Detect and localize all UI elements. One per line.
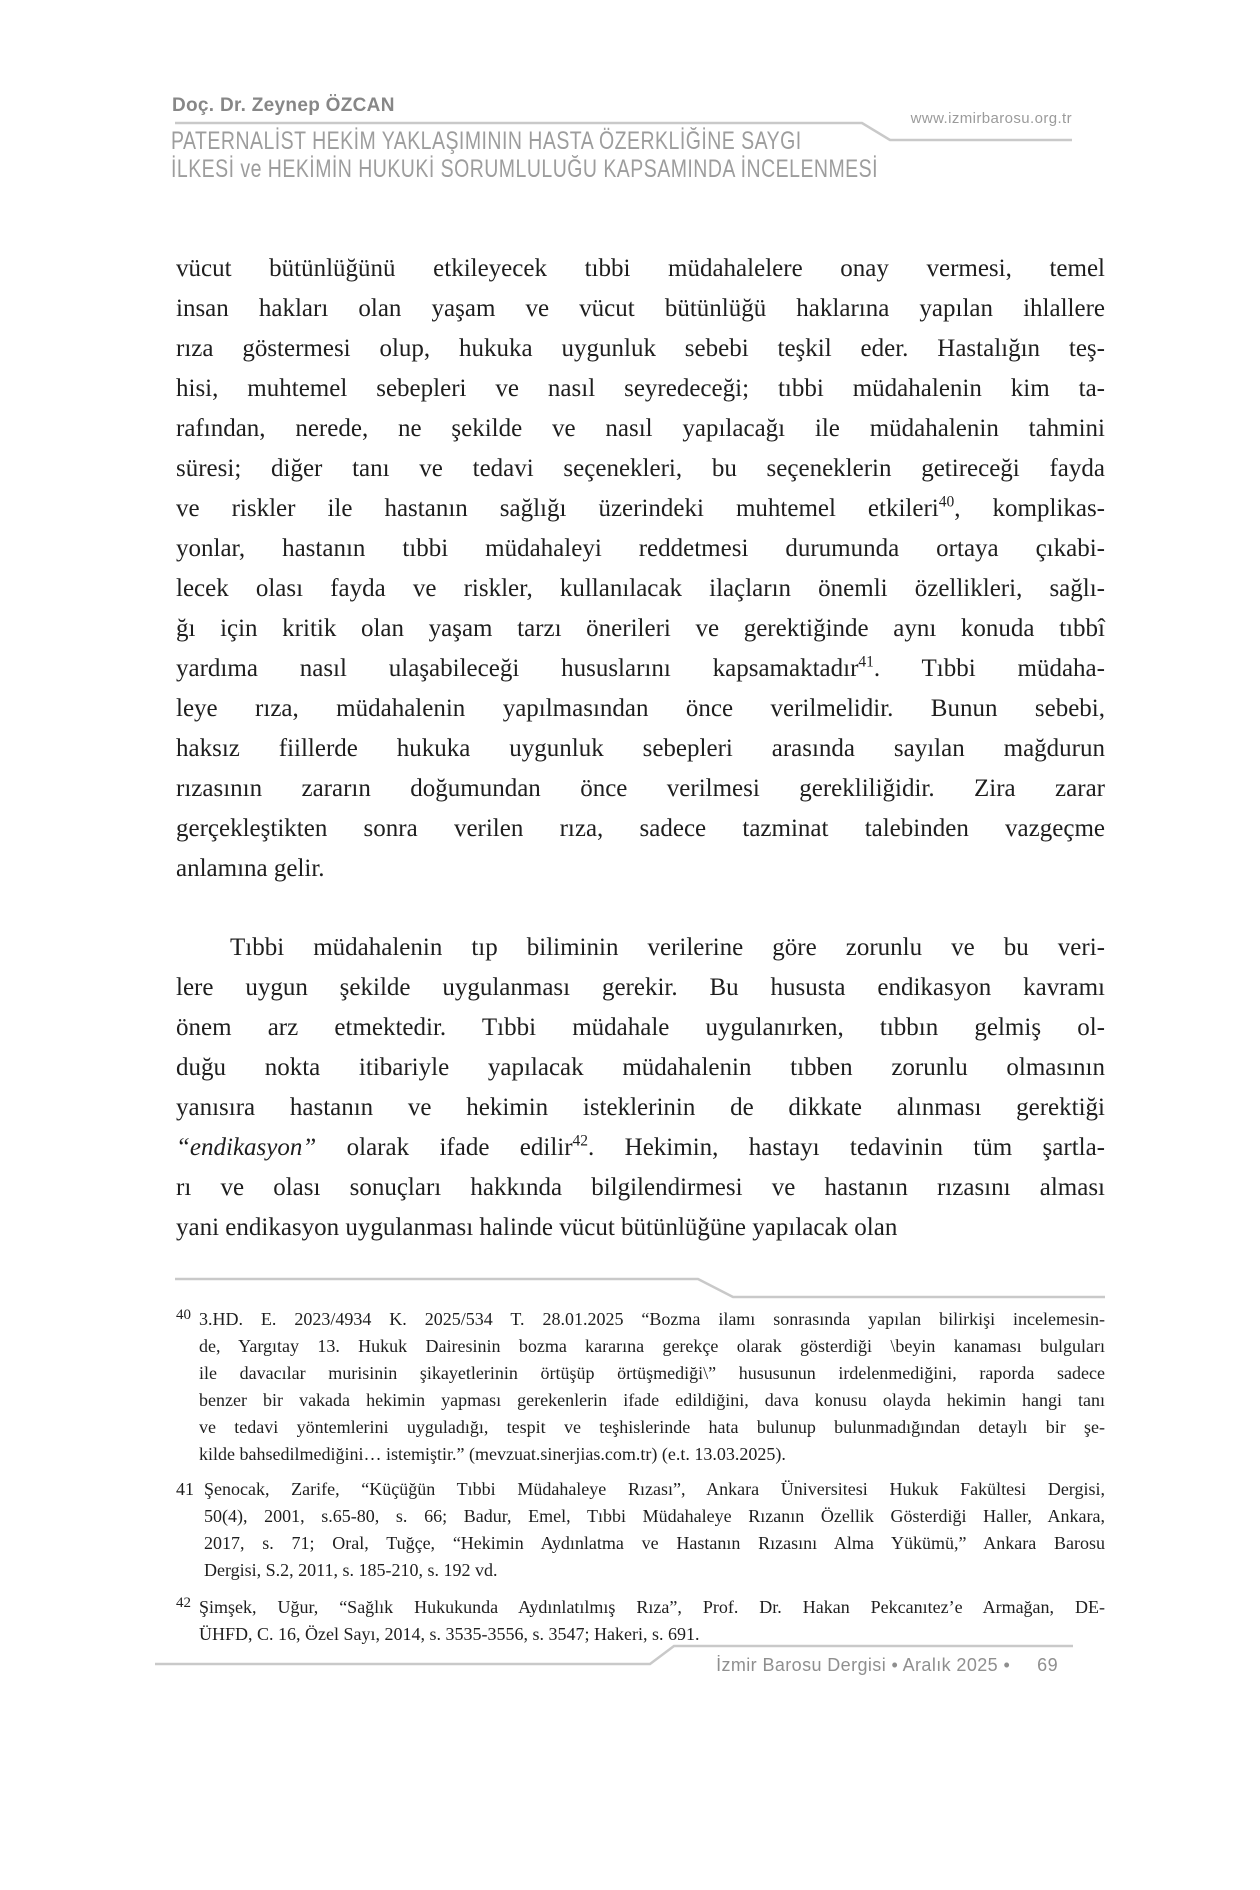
footnote-reference: 42: [572, 1132, 589, 1150]
text-line: ğı için kritik olan yaşam tarzı önerileri ve gerektiğinde aynı konuda tıbbî: [176, 615, 1105, 642]
text-line: 3.HD. E. 2023/4934 K. 2025/534 T. 28.01.2025 “Bozma ilamı sonrasında yapılan bilirkişi incelemesin-: [199, 1309, 1105, 1329]
text-line: yanısıra hastanın ve hekimin isteklerinin de dikkate alınması gerektiği: [176, 1094, 1105, 1121]
author-name: Doç. Dr. Zeynep ÖZCAN: [172, 95, 395, 116]
article-title: [171, 128, 878, 183]
text-line: 50(4), 2001, s.65-80, s. 66; Badur, Emel, Tıbbi Müdahaleye Rızanın Özellik Gösterdiği Haller, Ankara,: [204, 1506, 1105, 1526]
text-line: leye rıza, müdahalenin yapılmasından önce verilmelidir. Bunun sebebi,: [176, 695, 1105, 722]
text-line: yardıma nasıl ulaşabileceği hususlarını kapsamaktadır$^{41}$. Tıbbi müdaha-: [176, 653, 1105, 682]
text-line: Dergisi, S.2, 2011, s. 185-210, s. 192 vd.: [204, 1560, 498, 1580]
footnotes-section: [176, 1306, 1105, 1648]
footnote-number: 40: [176, 1307, 191, 1323]
paragraph-2: [176, 928, 1105, 1248]
text-line: insan hakları olan yaşam ve vücut bütünlüğü haklarına yapılan ihlallere: [176, 295, 1105, 322]
article-title-line-2: İLKESİ ve HEKİMİN HUKUKİ SORUMLULUĞU KAPSAMINDA İNCELENMESİ: [171, 154, 879, 183]
text-line: Şimşek, Uğur, “Sağlık Hukukunda Aydınlatılmış Rıza”, Prof. Dr. Hakan Pekcanıtez’e Armağan, DE-: [199, 1597, 1105, 1617]
text-line: Tıbbi müdahalenin tıp biliminin verilerine göre zorunlu ve bu veri-: [230, 934, 1105, 961]
footnote-text: [204, 1476, 1105, 1584]
text-line: ÜHFD, C. 16, Özel Sayı, 2014, s. 3535-3556, s. 3547; Hakeri, s. 691.: [199, 1624, 700, 1644]
article-body: [176, 249, 1105, 1248]
page-number: 69: [1037, 1655, 1058, 1675]
text-line: lere uygun şekilde uygulanması gerekir. Bu hususta endikasyon kavramı: [176, 974, 1105, 1001]
text-line: benzer bir vakada hekimin yapması gerekenlerin ifade edildiğini, dava konusu olayda hekimin hangi tanı: [199, 1390, 1105, 1410]
footnote-reference: 40: [938, 493, 955, 511]
text-line: rı ve olası sonuçları hakkında bilgilendirmesi ve hastanın rızasını alması: [176, 1174, 1105, 1201]
footnote-41: [176, 1476, 1105, 1584]
text-line: süresi; diğer tanı ve tedavi seçenekleri, bu seçeneklerin getireceği fayda: [176, 455, 1105, 482]
footnote-40: [176, 1306, 1105, 1468]
text-line: kilde bahsedilmediğini… istemiştir.” (mevzuat.sinerjias.com.tr) (e.t. 13.03.2025).: [199, 1444, 786, 1464]
text-line: “endikasyon” olarak ifade edilir$^{42}$. Hekimin, hastayı tedavinin tüm şartla-: [176, 1132, 1106, 1161]
page-footer: [716, 1655, 1058, 1676]
text-line: vücut bütünlüğünü etkileyecek tıbbi müdahalelere onay vermesi, temel: [176, 255, 1105, 282]
text-line: lecek olası fayda ve riskler, kullanılacak ilaçların önemli özellikleri, sağlı-: [176, 575, 1105, 602]
paragraph-1: [176, 249, 1105, 889]
text-line: duğu nokta itibariyle yapılacak müdahalenin tıbben zorunlu olmasının: [176, 1054, 1105, 1081]
footnote-reference: 41: [858, 653, 874, 671]
text-line: anlamına gelir.: [176, 855, 325, 882]
footnote-text: [199, 1594, 1105, 1648]
text-line: gerçekleştikten sonra verilen rıza, sadece tazminat talebinden vazgeçme: [176, 815, 1105, 842]
text-line: ve tedavi yöntemlerini uyguladığı, tespit ve teşhislerinde hata bulunup bulunmadığından detaylı bir şe-: [199, 1417, 1105, 1437]
text-line: rızasının zararın doğumundan önce verilmesi gerekliliğidir. Zira zarar: [176, 775, 1105, 802]
text-line: 2017, s. 71; Oral, Tuğçe, “Hekimin Aydınlatma ve Hastanın Rızasını Alma Yükümü,” Ankara Barosu: [204, 1533, 1105, 1553]
article-title-line-1: PATERNALİST HEKİM YAKLAŞIMININ HASTA ÖZERKLİĞİNE SAYGI: [171, 127, 802, 155]
footnote-42: [176, 1594, 1105, 1648]
text-line: ve riskler ile hastanın sağlığı üzerindeki muhtemel etkileri$^{40}$, komplikas-: [176, 493, 1105, 522]
text-line: Şenocak, Zarife, “Küçüğün Tıbbi Müdahaleye Rızası”, Ankara Üniversitesi Hukuk Fakültesi Dergisi,: [204, 1479, 1105, 1499]
journal-name-date: İzmir Barosu Dergisi • Aralık 2025 •: [716, 1655, 1011, 1675]
text-line: ile davacılar murisinin şikayetlerinin örtüşüp örtüşmediği\” hususunun irdelenmediğini, raporda sadece: [199, 1363, 1105, 1383]
text-line: yonlar, hastanın tıbbi müdahaleyi reddetmesi durumunda ortaya çıkabi-: [176, 535, 1105, 562]
text-line: hisi, muhtemel sebepleri ve nasıl seyredeceği; tıbbi müdahalenin kim ta-: [176, 375, 1105, 402]
text-line: haksız fiillerde hukuka uygunluk sebepleri arasında sayılan mağdurun: [176, 735, 1105, 762]
footnote-number: 41: [176, 1479, 194, 1499]
footnote-text: [199, 1306, 1105, 1468]
text-line: önem arz etmektedir. Tıbbi müdahale uygulanırken, tıbbın gelmiş ol-: [176, 1014, 1105, 1041]
text-line: rıza göstermesi olup, hukuka uygunluk sebebi teşkil eder. Hastalığın teş-: [176, 335, 1105, 362]
text-line: de, Yargıtay 13. Hukuk Dairesinin bozma kararına gerekçe olarak gösterdiği \beyin kanaması bulguları: [199, 1336, 1105, 1356]
footnote-number: 42: [176, 1595, 191, 1611]
text-line: rafından, nerede, ne şekilde ve nasıl yapılacağı ile müdahalenin tahmini: [176, 415, 1105, 442]
journal-website-url: www.izmirbarosu.org.tr: [910, 110, 1072, 127]
footnote-separator-rule: [175, 1279, 1105, 1297]
text-line: yani endikasyon uygulanması halinde vücut bütünlüğüne yapılacak olan: [176, 1214, 898, 1241]
